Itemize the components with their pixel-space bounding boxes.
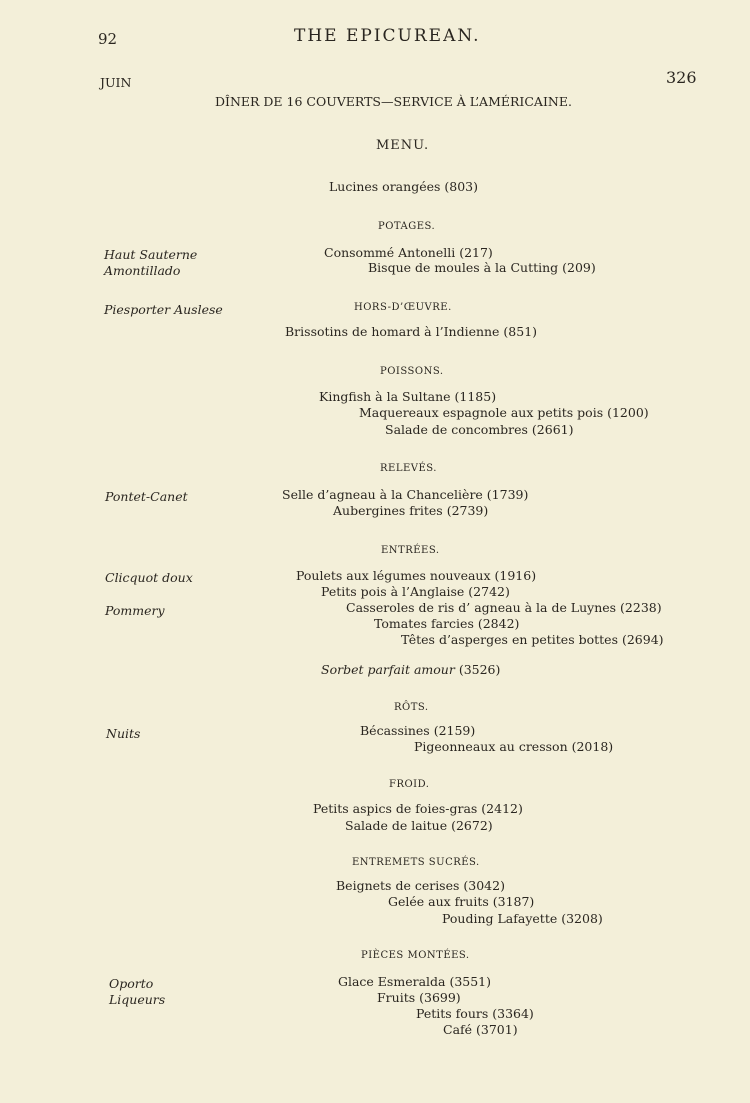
- section-title-entrees: ENTRÉES.: [381, 545, 440, 556]
- wine-label: Haut Sauterne: [104, 247, 198, 262]
- menu-heading: MENU.: [376, 138, 430, 153]
- menu-item: Pouding Lafayette (3208): [442, 911, 603, 926]
- section-title-pieces-montees: PIÈCES MONTÉES.: [361, 950, 470, 961]
- menu-item: Maquereaux espagnole aux petits pois (1200): [359, 405, 649, 420]
- menu-item: Tomates farcies (2842): [374, 616, 520, 631]
- sorbet-item: [321, 662, 500, 677]
- section-title-froid: FROID.: [389, 779, 430, 790]
- opener-item: Lucines orangées (803): [329, 179, 478, 194]
- menu-item: Bécassines (2159): [360, 723, 476, 738]
- month-label: JUIN: [100, 75, 132, 90]
- menu-item: Casseroles de ris d’ agneau à la de Luynes (2238): [346, 600, 662, 615]
- menu-item: Petits pois à l’Anglaise (2742): [321, 584, 510, 599]
- menu-item: Gelée aux fruits (3187): [388, 894, 535, 909]
- menu-item: Pigeonneaux au cresson (2018): [414, 739, 614, 754]
- running-title: THE EPICUREAN.: [294, 26, 481, 46]
- wine-label: Nuits: [106, 726, 141, 741]
- wine-label: Pontet-Canet: [105, 489, 188, 504]
- menu-item: Poulets aux légumes nouveaux (1916): [296, 568, 537, 583]
- dinner-subtitle: DÎNER DE 16 COUVERTS—SERVICE À L’AMÉRICAINE.: [215, 94, 572, 109]
- wine-label: Liqueurs: [109, 992, 166, 1007]
- menu-item: Salade de laitue (2672): [345, 818, 493, 833]
- menu-item: Petits aspics de foies-gras (2412): [313, 801, 523, 816]
- section-title-potages: POTAGES.: [378, 221, 436, 232]
- menu-item: Selle d’agneau à la Chancelière (1739): [282, 487, 529, 502]
- menu-item: Kingfish à la Sultane (1185): [319, 389, 497, 404]
- wine-label: Clicquot doux: [105, 570, 193, 585]
- wine-label: Oporto: [109, 976, 154, 991]
- menu-item: Glace Esmeralda (3551): [338, 974, 492, 989]
- wine-label: Pommery: [105, 603, 165, 618]
- menu-item: Beignets de cerises (3042): [336, 878, 505, 893]
- menu-item: Consommé Antonelli (217): [324, 245, 493, 260]
- wine-label: Amontillado: [104, 263, 181, 278]
- menu-item: Petits fours (3364): [416, 1006, 534, 1021]
- menu-item: Café (3701): [443, 1022, 518, 1037]
- section-title-entremets: ENTREMETS SUCRÉS.: [352, 857, 480, 868]
- sorbet-number: (3526): [458, 662, 501, 677]
- page-number: 92: [98, 30, 118, 48]
- section-title-rots: RÔTS.: [394, 702, 429, 713]
- menu-item: Bisque de moules à la Cutting (209): [368, 260, 596, 275]
- menu-number: 326: [666, 68, 697, 87]
- wine-label: Piesporter Auslese: [104, 302, 223, 317]
- menu-item: Brissotins de homard à l’Indienne (851): [285, 324, 538, 339]
- sorbet-name: Sorbet parfait amour: [321, 662, 455, 677]
- menu-item: Aubergines frites (2739): [333, 503, 489, 518]
- menu-item: Fruits (3699): [377, 990, 461, 1005]
- menu-item: Têtes d’asperges en petites bottes (2694): [401, 632, 664, 647]
- section-title-releves: RELEVÉS.: [380, 463, 437, 474]
- section-title-poissons: POISSONS.: [380, 366, 444, 377]
- section-title-hors-doeuvre: HORS-D’ŒUVRE.: [354, 302, 452, 313]
- menu-item: Salade de concombres (2661): [385, 422, 574, 437]
